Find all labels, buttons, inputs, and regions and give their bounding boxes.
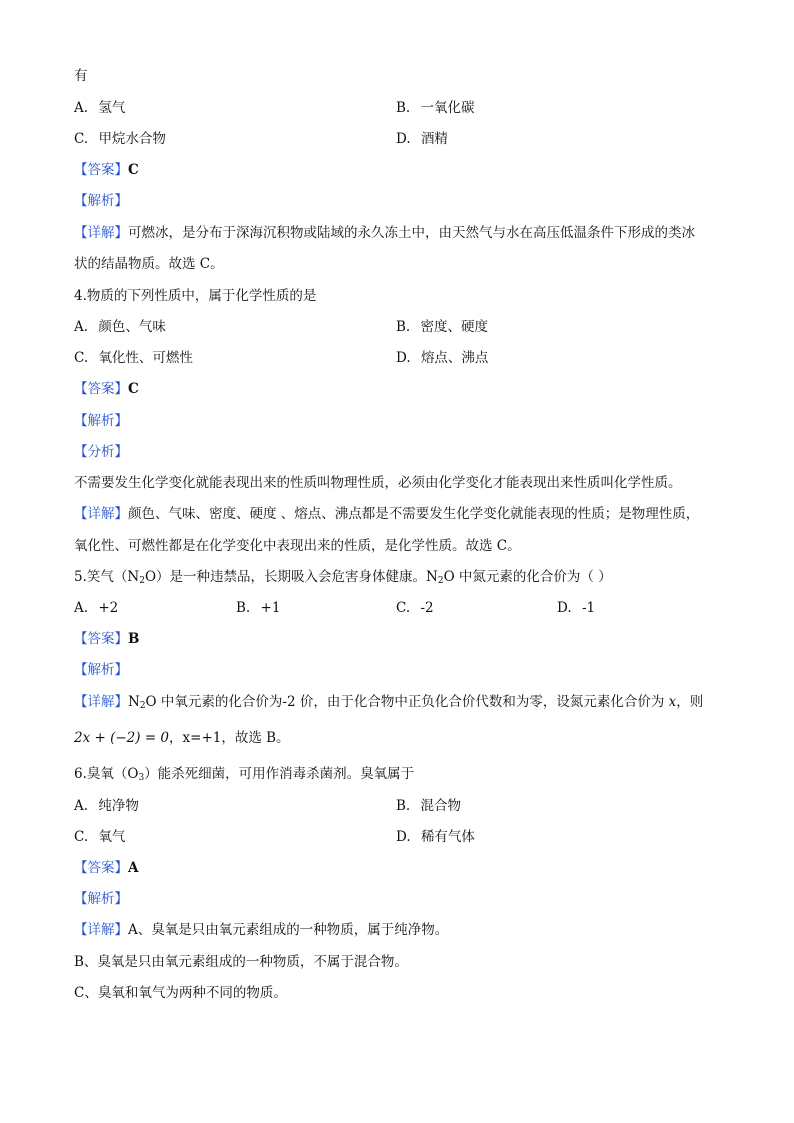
q5-analysis-label: 【解析】 (74, 662, 128, 678)
q5-option-b: B. +1 (236, 600, 281, 616)
q3-option-a: A. 氢气 (74, 100, 126, 116)
q3-option-d: D. 酒精 (396, 131, 448, 147)
q5-option-c: C. -2 (396, 600, 434, 616)
q6-option-a: A. 纯净物 (74, 798, 139, 814)
q4-title: 4.物质的下列性质中，属于化学性质的是 (74, 288, 317, 304)
q6-title: 6.臭氧$(O_3)$能杀死细菌，可用作消毒杀菌剂。臭氧属于 (74, 766, 415, 783)
q5-detail-line1: 【详解】$N_2O$ 中氧元素的化合价为-2 价，由于化合物中正负化合价代数和为零，设氮元素化合价为 x，则 (74, 694, 704, 711)
q5-option-d: D. -1 (557, 600, 596, 616)
q6-detail-line3: C、臭氧和氧气为两种不同的物质。 (74, 985, 287, 1001)
q4-detail-line1: 【详解】颜色、气味、密度、硬度 、熔点、沸点都是不需要发生化学变化就能表现的性质；是物理性质， (74, 506, 700, 522)
q6-detail-line1: 【详解】A、臭氧是只由氧元素组成的一种物质，属于纯净物。 (74, 922, 449, 938)
q4-option-c: C. 氧化性、可燃性 (74, 350, 193, 366)
q4-fenxi-text: 不需要发生化学变化就能表现出来的性质叫物理性质，必须由化学变化才能表现出来性质叫化学性质。 (74, 475, 682, 491)
q6-analysis-label: 【解析】 (74, 891, 128, 907)
q4-option-b: B. 密度、硬度 (396, 319, 489, 335)
question-continuation: 有 (74, 68, 88, 84)
q6-detail-line2: B、臭氧是只由氧元素组成的一种物质，不属于混合物。 (74, 954, 408, 970)
q3-detail-line1: 【详解】可燃冰，是分布于深海沉积物或陆域的永久冻土中，由天然气与水在高压低温条件下形成的类冰 (74, 225, 695, 241)
q3-option-c: C. 甲烷水合物 (74, 131, 166, 147)
q5-equation-line: 2x + (−2) = 0，x=+1，故选 B。 (74, 730, 290, 746)
q6-option-d: D. 稀有气体 (396, 829, 475, 845)
q5-answer: 【答案】B (74, 631, 140, 647)
q3-answer: 【答案】C (74, 162, 139, 178)
q4-option-d: D. 熔点、沸点 (396, 350, 489, 366)
q5-title: 5.笑气$(N_2O)$是一种违禁品，长期吸入会危害身体健康。$N_2O$ 中氮元素的化合价为（ ） (74, 569, 612, 586)
q6-option-b: B. 混合物 (396, 798, 462, 814)
q4-analysis-label: 【解析】 (74, 413, 128, 429)
q4-answer: 【答案】C (74, 381, 139, 397)
q3-detail-line2: 状的结晶物质。故选 C。 (74, 256, 224, 272)
q4-fenxi-label: 【分析】 (74, 444, 128, 460)
q5-option-a: A. +2 (74, 600, 119, 616)
q4-option-a: A. 颜色、气味 (74, 319, 166, 335)
q4-detail-line2: 氧化性、可燃性都是在化学变化中表现出来的性质，是化学性质。故选 C。 (74, 538, 521, 554)
q3-option-b: B. 一氧化碳 (396, 100, 475, 116)
q6-answer: 【答案】A (74, 860, 139, 876)
q6-option-c: C. 氧气 (74, 829, 126, 845)
q3-analysis-label: 【解析】 (74, 193, 128, 209)
q5-equation: 2x + (−2) = 0 (74, 730, 170, 746)
